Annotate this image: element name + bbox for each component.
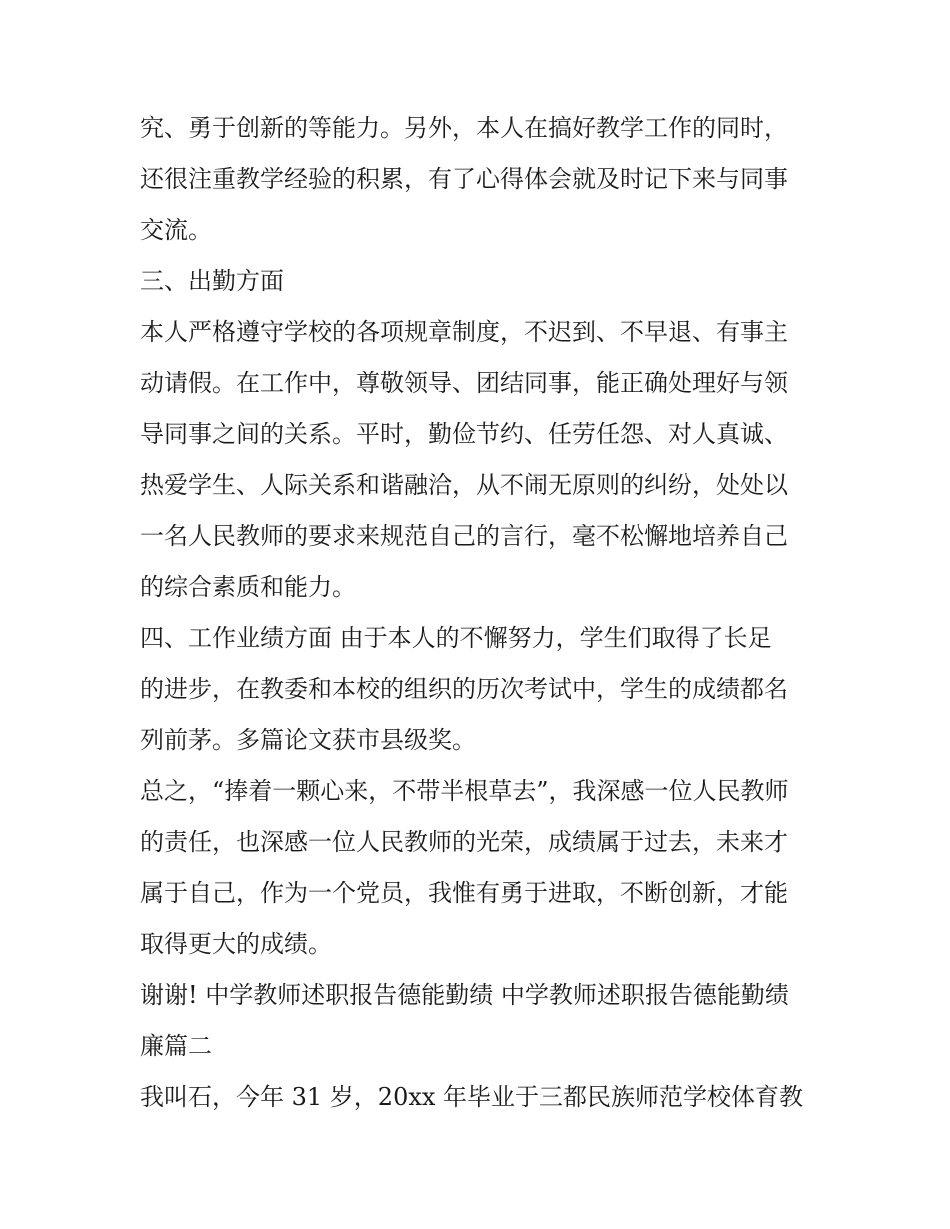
text-line: 本人严格遵守学校的各项规章制度，不迟到、不早退、有事主: [140, 318, 788, 346]
text-line: 的责任，也深感一位人民教师的光荣，成绩属于过去，未来才: [140, 828, 788, 856]
text-line: 取得更大的成绩。: [140, 930, 332, 958]
text-line: 属于自己，作为一个党员，我惟有勇于进取，不断创新，才能: [140, 879, 788, 907]
text-line: 热爱学生、人际关系和谐融洽，从不闹无原则的纠纷，处处以: [140, 471, 788, 499]
text-line: 谢谢! 中学教师述职报告德能勤绩 中学教师述职报告德能勤绩: [140, 981, 789, 1009]
document-body: [140, 103, 820, 1123]
text-line: 列前茅。多篇论文获市县级奖。: [140, 726, 476, 754]
section-heading: 三、出勤方面: [140, 267, 284, 295]
text-line: 一名人民教师的要求来规范自己的言行，毫不松懈地培养自己: [140, 522, 788, 550]
text-line: 四、工作业绩方面 由于本人的不懈努力，学生们取得了长足: [140, 624, 772, 652]
text-line: 还很注重教学经验的积累，有了心得体会就及时记下来与同事: [140, 165, 788, 193]
text-line: 动请假。在工作中，尊敬领导、团结同事，能正确处理好与领: [140, 369, 788, 397]
text-line: 的综合素质和能力。: [140, 573, 356, 601]
text-line: 的进步，在教委和本校的组织的历次考试中，学生的成绩都名: [140, 675, 788, 703]
text-line: 导同事之间的关系。平时，勤俭节约、任劳任怨、对人真诚、: [140, 420, 788, 448]
text-line: 我叫石，今年 31 岁，20xx 年毕业于三都民族师范学校体育教: [140, 1083, 804, 1111]
text-line: 廉篇二: [140, 1032, 212, 1060]
text-line: 交流。: [140, 216, 212, 244]
text-line: 究、勇于创新的等能力。另外，本人在搞好教学工作的同时，: [140, 114, 788, 142]
text-line: 总之，“捧着一颗心来，不带半根草去”，我深感一位人民教师: [140, 777, 789, 805]
